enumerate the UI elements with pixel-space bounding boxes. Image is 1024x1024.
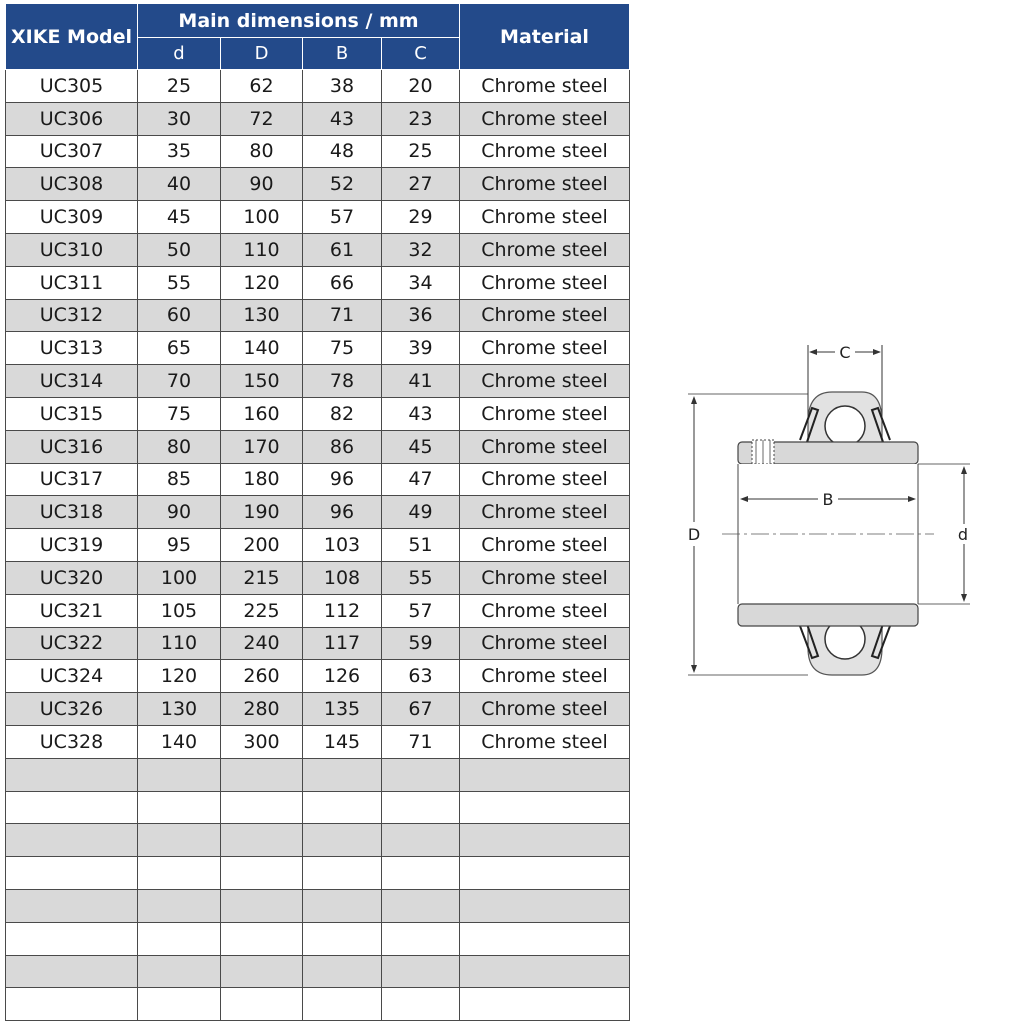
cell-material: Chrome steel <box>460 332 630 365</box>
cell-width-C <box>382 988 460 1021</box>
cell-material <box>460 824 630 857</box>
cell-model <box>6 791 138 824</box>
cell-width-C: 55 <box>382 561 460 594</box>
cell-model: UC319 <box>6 529 138 562</box>
cell-bore-d: 110 <box>138 627 221 660</box>
cell-width-B <box>303 857 382 890</box>
cell-model: UC307 <box>6 135 138 168</box>
table-row <box>6 365 630 398</box>
cell-material: Chrome steel <box>460 201 630 234</box>
cell-bore-d: 100 <box>138 561 221 594</box>
cell-outer-D: 130 <box>221 299 303 332</box>
table-row <box>6 889 630 922</box>
cell-width-C: 23 <box>382 102 460 135</box>
cell-bore-d: 30 <box>138 102 221 135</box>
table-row <box>6 135 630 168</box>
cell-width-B: 126 <box>303 660 382 693</box>
cell-model: UC311 <box>6 266 138 299</box>
cell-width-B: 52 <box>303 168 382 201</box>
cell-width-C: 47 <box>382 463 460 496</box>
cell-material: Chrome steel <box>460 135 630 168</box>
cell-outer-D: 200 <box>221 529 303 562</box>
label-c: C <box>839 343 851 362</box>
table-row <box>6 922 630 955</box>
cell-material: Chrome steel <box>460 430 630 463</box>
cell-width-C: 25 <box>382 135 460 168</box>
cell-model: UC326 <box>6 693 138 726</box>
cell-width-B: 66 <box>303 266 382 299</box>
cell-width-C: 36 <box>382 299 460 332</box>
cell-material <box>460 922 630 955</box>
cell-material <box>460 791 630 824</box>
cell-outer-D <box>221 922 303 955</box>
cell-width-C: 59 <box>382 627 460 660</box>
cell-width-B: 96 <box>303 463 382 496</box>
cell-model: UC305 <box>6 70 138 103</box>
table-row <box>6 463 630 496</box>
header-col-d: d <box>138 38 221 70</box>
cell-outer-D: 190 <box>221 496 303 529</box>
table-row <box>6 299 630 332</box>
cell-model: UC317 <box>6 463 138 496</box>
cell-material <box>460 758 630 791</box>
cell-bore-d: 60 <box>138 299 221 332</box>
cell-model <box>6 758 138 791</box>
cell-material: Chrome steel <box>460 725 630 758</box>
cell-material <box>460 857 630 890</box>
cell-width-C <box>382 889 460 922</box>
cell-width-C: 20 <box>382 70 460 103</box>
cell-material: Chrome steel <box>460 561 630 594</box>
cell-bore-d <box>138 758 221 791</box>
cell-width-B: 135 <box>303 693 382 726</box>
table-row <box>6 332 630 365</box>
cell-outer-D: 215 <box>221 561 303 594</box>
cell-model <box>6 889 138 922</box>
cell-width-C: 67 <box>382 693 460 726</box>
table-body <box>6 70 630 1021</box>
cell-width-B: 61 <box>303 233 382 266</box>
cell-bore-d: 40 <box>138 168 221 201</box>
cell-width-C: 39 <box>382 332 460 365</box>
cell-model: UC315 <box>6 397 138 430</box>
cell-outer-D: 300 <box>221 725 303 758</box>
cell-material: Chrome steel <box>460 266 630 299</box>
cell-bore-d <box>138 857 221 890</box>
cell-width-B <box>303 955 382 988</box>
cell-width-B: 38 <box>303 70 382 103</box>
cell-bore-d <box>138 955 221 988</box>
table-row <box>6 529 630 562</box>
cell-material: Chrome steel <box>460 594 630 627</box>
cell-model: UC313 <box>6 332 138 365</box>
header-main-dimensions: Main dimensions / mm <box>138 4 460 38</box>
cell-width-B: 43 <box>303 102 382 135</box>
cell-width-C: 29 <box>382 201 460 234</box>
table-row <box>6 824 630 857</box>
table-row <box>6 791 630 824</box>
cell-outer-D: 240 <box>221 627 303 660</box>
cell-outer-D: 170 <box>221 430 303 463</box>
cell-width-C <box>382 758 460 791</box>
table-row <box>6 397 630 430</box>
cell-bore-d: 70 <box>138 365 221 398</box>
cell-width-B <box>303 922 382 955</box>
table-row <box>6 561 630 594</box>
cell-width-C: 63 <box>382 660 460 693</box>
cell-material: Chrome steel <box>460 365 630 398</box>
table-row <box>6 988 630 1021</box>
cell-width-B <box>303 988 382 1021</box>
cell-width-C: 49 <box>382 496 460 529</box>
cell-outer-D: 72 <box>221 102 303 135</box>
cell-width-C: 41 <box>382 365 460 398</box>
label-D: D <box>687 525 701 544</box>
cell-width-B: 96 <box>303 496 382 529</box>
cell-model: UC328 <box>6 725 138 758</box>
label-d: d <box>957 525 969 544</box>
table-row <box>6 594 630 627</box>
cell-model: UC312 <box>6 299 138 332</box>
dimensions-table <box>5 3 630 1021</box>
cell-bore-d <box>138 988 221 1021</box>
cell-bore-d: 105 <box>138 594 221 627</box>
cell-bore-d <box>138 824 221 857</box>
cell-width-C: 32 <box>382 233 460 266</box>
cell-outer-D: 100 <box>221 201 303 234</box>
cell-width-C <box>382 857 460 890</box>
cell-model: UC322 <box>6 627 138 660</box>
cell-width-B: 112 <box>303 594 382 627</box>
table-row <box>6 725 630 758</box>
cell-model <box>6 988 138 1021</box>
cell-material: Chrome steel <box>460 397 630 430</box>
cell-bore-d <box>138 922 221 955</box>
cell-bore-d: 80 <box>138 430 221 463</box>
table-row <box>6 955 630 988</box>
cell-outer-D <box>221 824 303 857</box>
inner-ring-bottom <box>738 604 918 626</box>
cell-model <box>6 857 138 890</box>
cell-bore-d: 75 <box>138 397 221 430</box>
cell-outer-D: 150 <box>221 365 303 398</box>
cell-model: UC320 <box>6 561 138 594</box>
cell-bore-d: 45 <box>138 201 221 234</box>
header-col-C: C <box>382 38 460 70</box>
table-row <box>6 233 630 266</box>
cell-width-C <box>382 955 460 988</box>
table-row <box>6 168 630 201</box>
table-row <box>6 430 630 463</box>
cell-width-C <box>382 922 460 955</box>
cell-material <box>460 988 630 1021</box>
cell-bore-d: 95 <box>138 529 221 562</box>
cell-model: UC324 <box>6 660 138 693</box>
cell-outer-D: 90 <box>221 168 303 201</box>
cell-material: Chrome steel <box>460 463 630 496</box>
cell-material <box>460 889 630 922</box>
cell-bore-d: 55 <box>138 266 221 299</box>
cell-outer-D: 260 <box>221 660 303 693</box>
cell-model <box>6 955 138 988</box>
cell-width-B: 57 <box>303 201 382 234</box>
cell-outer-D: 110 <box>221 233 303 266</box>
cell-width-B: 86 <box>303 430 382 463</box>
cell-model: UC316 <box>6 430 138 463</box>
cell-model <box>6 824 138 857</box>
cell-bore-d: 50 <box>138 233 221 266</box>
cell-outer-D: 180 <box>221 463 303 496</box>
label-b: B <box>822 490 834 509</box>
cell-material: Chrome steel <box>460 168 630 201</box>
cell-width-B: 48 <box>303 135 382 168</box>
cell-bore-d: 90 <box>138 496 221 529</box>
cell-material: Chrome steel <box>460 70 630 103</box>
cell-width-B: 75 <box>303 332 382 365</box>
table-row <box>6 660 630 693</box>
cell-bore-d: 130 <box>138 693 221 726</box>
cell-width-B: 108 <box>303 561 382 594</box>
cell-outer-D <box>221 889 303 922</box>
cell-width-C <box>382 791 460 824</box>
cell-model: UC309 <box>6 201 138 234</box>
cell-outer-D: 140 <box>221 332 303 365</box>
cell-bore-d: 85 <box>138 463 221 496</box>
cell-outer-D: 280 <box>221 693 303 726</box>
bearing-diagram <box>672 330 982 690</box>
cell-material: Chrome steel <box>460 496 630 529</box>
table-row <box>6 266 630 299</box>
set-screw-icon <box>752 440 774 464</box>
cell-width-B: 103 <box>303 529 382 562</box>
cell-bore-d: 120 <box>138 660 221 693</box>
cell-width-B <box>303 824 382 857</box>
cell-model: UC321 <box>6 594 138 627</box>
cell-width-C: 51 <box>382 529 460 562</box>
cell-model: UC308 <box>6 168 138 201</box>
cell-bore-d <box>138 889 221 922</box>
cell-outer-D: 225 <box>221 594 303 627</box>
cell-width-C: 27 <box>382 168 460 201</box>
table-row <box>6 627 630 660</box>
header-col-D: D <box>221 38 303 70</box>
cell-width-C: 57 <box>382 594 460 627</box>
cell-material: Chrome steel <box>460 529 630 562</box>
cell-outer-D <box>221 857 303 890</box>
ball-top-icon <box>825 406 865 446</box>
cell-model: UC310 <box>6 233 138 266</box>
cell-outer-D: 120 <box>221 266 303 299</box>
cell-width-B: 71 <box>303 299 382 332</box>
header-col-B: B <box>303 38 382 70</box>
cell-outer-D <box>221 988 303 1021</box>
cell-outer-D <box>221 955 303 988</box>
cell-material: Chrome steel <box>460 299 630 332</box>
table-row <box>6 693 630 726</box>
cell-outer-D: 80 <box>221 135 303 168</box>
cell-model: UC318 <box>6 496 138 529</box>
cell-width-C: 45 <box>382 430 460 463</box>
cell-width-B <box>303 889 382 922</box>
cell-bore-d <box>138 791 221 824</box>
cell-material: Chrome steel <box>460 233 630 266</box>
table-row <box>6 102 630 135</box>
cell-material: Chrome steel <box>460 693 630 726</box>
header-model: XIKE Model <box>6 4 138 70</box>
cell-bore-d: 140 <box>138 725 221 758</box>
cell-outer-D <box>221 758 303 791</box>
cell-material: Chrome steel <box>460 627 630 660</box>
table-row <box>6 70 630 103</box>
cell-width-B: 78 <box>303 365 382 398</box>
table-row <box>6 496 630 529</box>
header-material: Material <box>460 4 630 70</box>
cell-bore-d: 35 <box>138 135 221 168</box>
cell-width-B: 117 <box>303 627 382 660</box>
cell-model <box>6 922 138 955</box>
cell-width-B: 82 <box>303 397 382 430</box>
cell-bore-d: 65 <box>138 332 221 365</box>
table-row <box>6 857 630 890</box>
cell-width-C <box>382 824 460 857</box>
cell-model: UC306 <box>6 102 138 135</box>
cell-model: UC314 <box>6 365 138 398</box>
cell-width-B: 145 <box>303 725 382 758</box>
cell-outer-D: 62 <box>221 70 303 103</box>
table-row <box>6 201 630 234</box>
cell-width-B <box>303 791 382 824</box>
cell-bore-d: 25 <box>138 70 221 103</box>
cell-material: Chrome steel <box>460 660 630 693</box>
cell-width-B <box>303 758 382 791</box>
table-row <box>6 758 630 791</box>
cell-outer-D <box>221 791 303 824</box>
cell-width-C: 34 <box>382 266 460 299</box>
cell-width-C: 71 <box>382 725 460 758</box>
cell-outer-D: 160 <box>221 397 303 430</box>
cell-width-C: 43 <box>382 397 460 430</box>
cell-material: Chrome steel <box>460 102 630 135</box>
cell-material <box>460 955 630 988</box>
